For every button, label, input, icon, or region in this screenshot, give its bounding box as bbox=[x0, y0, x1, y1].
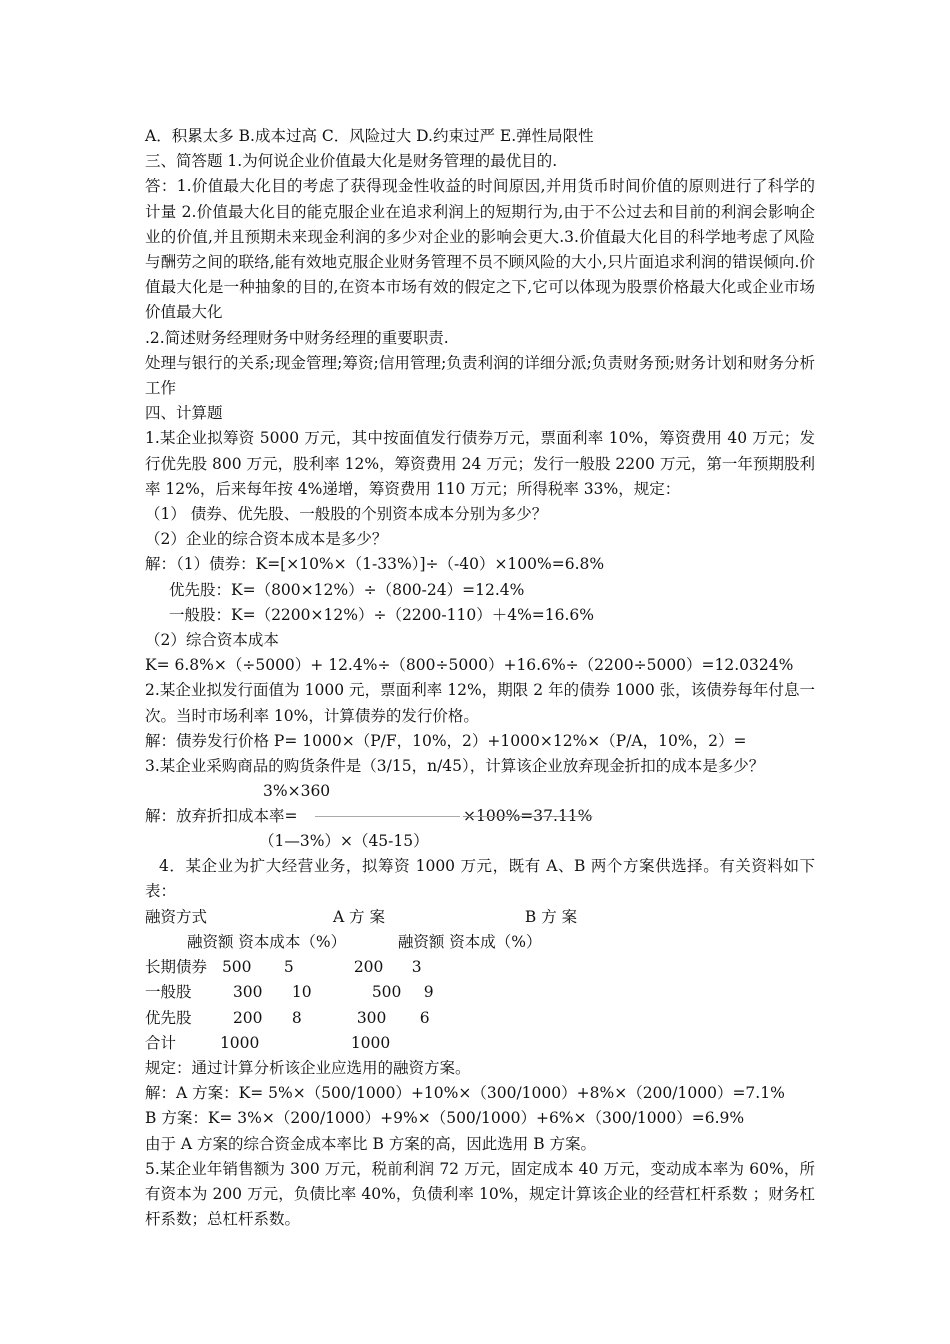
paragraph: 5.某企业年销售额为 300 万元，税前利润 72 万元，固定成本 40 万元，变动成本率为 60%，所有资本为 200 万元，负债比率 40%，负债利率 10%，规定计算该企业的经营杠杆系数 ；财务杠杆系数；总杠杆系数。 bbox=[145, 1159, 815, 1229]
table-cell: 1000 bbox=[350, 1033, 391, 1052]
question: 3.某企业采购商品的购货条件是（3/15，n/45），计算该企业放弃现金折扣的成本是多少？ bbox=[145, 757, 765, 776]
text-line: （2）综合资本成本 bbox=[145, 631, 279, 650]
question: .2.简述财务经理财务中财务经理的重要职责. bbox=[145, 328, 449, 347]
table-cell: 200 bbox=[232, 1008, 263, 1027]
fraction-bar bbox=[315, 816, 460, 817]
table-cell: 500 bbox=[221, 958, 252, 977]
text-line: 规定：通过计算分析该企业应选用的融资方案。 bbox=[145, 1058, 471, 1077]
formula-line: 优先股：K=（800×12%）÷（800-24）=12.4% bbox=[169, 580, 525, 599]
formula-line: 一般股：K=（2200×12%）÷（2200-110）＋4%=16.6% bbox=[169, 605, 595, 624]
table-header-cell: 融资额 资本成（%） bbox=[397, 932, 542, 951]
table-cell: 5 bbox=[283, 958, 294, 977]
table-row bbox=[145, 1031, 815, 1056]
table-row bbox=[145, 1006, 815, 1031]
text-line: A．积累太多 B.成本过高 C．风险过大 D.约束过严 E.弹性局限性 bbox=[145, 127, 594, 145]
table-cell: 200 bbox=[353, 958, 384, 977]
table-cell: 1000 bbox=[219, 1033, 260, 1052]
table-cell: 8 bbox=[291, 1008, 302, 1027]
table-cell: 一般股 bbox=[145, 983, 192, 1002]
document-page bbox=[145, 124, 815, 1232]
section-heading: 四、计算题 bbox=[145, 404, 223, 423]
paragraph: 2.某企业拟发行面值为 1000 元，票面利率 12%，期限 2 年的债券 1000 张，该债券每年付息一次。当时市场利率 10%，计算债券的发行价格。 bbox=[145, 681, 815, 725]
fraction-numerator: 3%×360 bbox=[263, 782, 331, 801]
table-cell: 3 bbox=[411, 958, 422, 977]
table-header-cell: A 方 案 bbox=[332, 907, 385, 926]
table-row bbox=[145, 955, 815, 980]
table-row bbox=[145, 980, 815, 1005]
paragraph: 答：1.价值最大化目的考虑了获得现金性收益的时间原因,并用货币时间价值的原则进行了科学的计量 2.价值最大化目的能克服企业在追求利润上的短期行为,由于不公过去和目前的利润会影响企业的价值,并且预期未来现金利润的多少对企业的影响会更大.3.价值最大化目的科学地考虑了风险与酬劳之间的联络,能有效地克服企业财务管理不员不顾风险的大小,只片面追求利润的错误倾向.价值最大化是一种抽象的目的,在资本市场有效的假定之下,它可以体现为股票价格最大化或企业市场价值最大化 bbox=[145, 177, 815, 322]
table-cell: 10 bbox=[291, 983, 312, 1002]
formula-line: 解：（1）债券：K=[×10%×（1-33%）]÷（-40）×100%=6.8% bbox=[145, 555, 605, 574]
paragraph: 4．某企业为扩大经营业务，拟筹资 1000 万元，既有 A、B 两个方案供选择。有关资料如下表： bbox=[145, 857, 815, 901]
table-cell: 长期债券 bbox=[145, 958, 208, 977]
table-cell: 300 bbox=[232, 983, 263, 1002]
paragraph: 1.某企业拟筹资 5000 万元，其中按面值发行债券万元，票面利率 10%，筹资费用 40 万元；发行优先股 800 万元，股利率 12%，筹资费用 24 万元；发行一般股 2200 万元，第一年预期股利率 12%，后来每年按 4%递增，筹资费用 110 万元；所得税率 33%，规定： bbox=[145, 429, 815, 498]
table-subheader bbox=[145, 930, 815, 955]
text-line: 由于 A 方案的综合资金成本率比 B 方案的高，因此选用 B 方案。 bbox=[145, 1134, 597, 1153]
table-header-cell: 融资方式 bbox=[145, 907, 208, 926]
paragraph: 处理与银行的关系;现金管理;筹资;信用管理;负责利润的详细分派;负责财务预;财务计划和财务分析工作 bbox=[145, 353, 815, 398]
table-cell: 6 bbox=[419, 1008, 430, 1027]
table-cell: 合计 bbox=[145, 1033, 177, 1052]
table-cell: 300 bbox=[356, 1008, 387, 1027]
formula-line: 解：债券发行价格 P= 1000×（P/F，10%，2）+1000×12%×（P/A，10%，2）= bbox=[145, 731, 747, 750]
table-header-cell: 融资额 资本成本（%） bbox=[186, 932, 347, 951]
table-cell: 9 bbox=[423, 983, 434, 1002]
section-heading: 三、简答题 1.为何说企业价值最大化是财务管理的最优目的. bbox=[145, 152, 558, 171]
fraction-denominator: （1—3%）×（45-15） bbox=[259, 832, 429, 851]
formula-line: 解：A 方案：K= 5%×（500/1000）+10%×（300/1000）+8%×（200/1000）=7.1% bbox=[145, 1084, 785, 1103]
text-line: （1） 债券、优先股、一般股的个别资本成本分别为多少？ bbox=[145, 505, 548, 524]
formula-line: K= 6.8%×（÷5000）+ 12.4%÷（800÷5000）+16.6%÷（2200÷5000）=12.0324% bbox=[145, 656, 794, 675]
formula-line: B 方案：K= 3%×（200/1000）+9%×（500/1000）+6%×（300/1000）=6.9% bbox=[145, 1109, 745, 1128]
fraction-label: 解：放弃折扣成本率= bbox=[145, 807, 298, 826]
fraction-result: ×100%=37.11% bbox=[463, 807, 593, 826]
table-header-cell: B 方 案 bbox=[524, 907, 578, 926]
table-header bbox=[145, 905, 815, 930]
table-cell: 优先股 bbox=[145, 1008, 192, 1027]
table-cell: 500 bbox=[371, 983, 402, 1002]
fraction-formula bbox=[145, 779, 815, 854]
text-line: （2）企业的综合资本成本是多少？ bbox=[145, 530, 388, 549]
